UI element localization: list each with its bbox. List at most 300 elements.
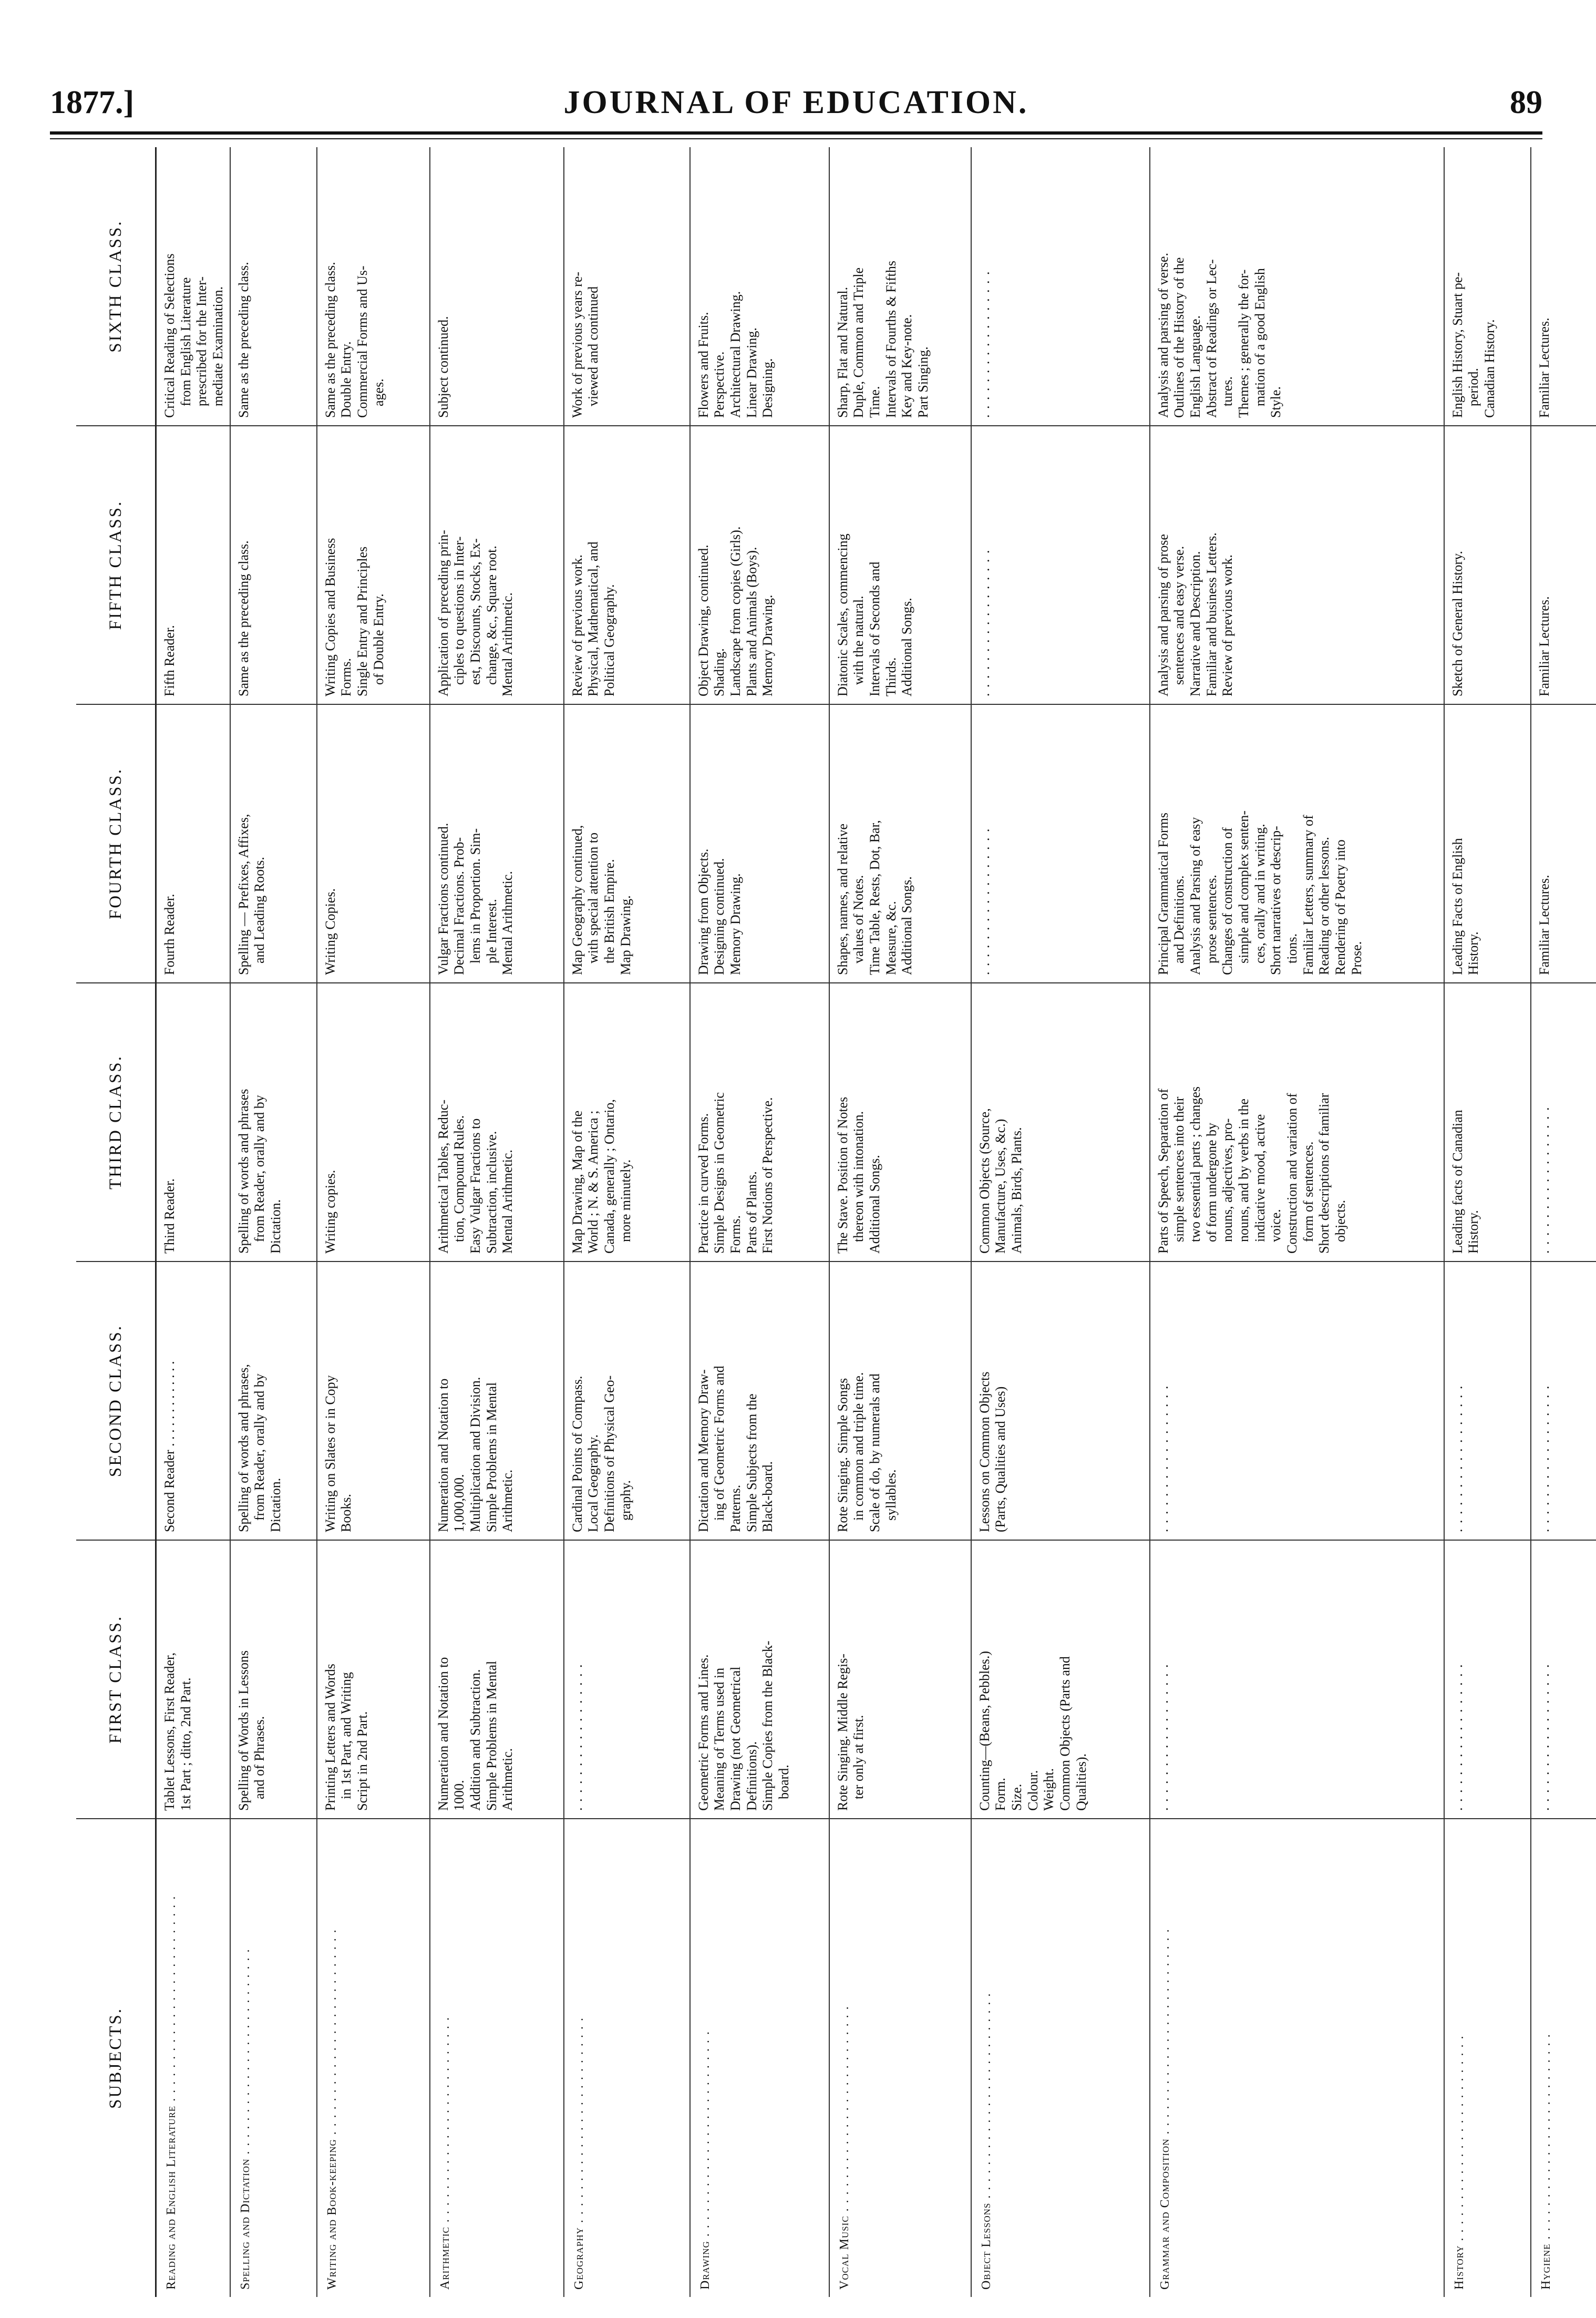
class-cell [971,1540,1150,1819]
subject-cell [971,1819,1150,2297]
cell-line: Writing Copies and Business [322,538,338,696]
cell-line: mediate Examination. [210,286,226,406]
cell-line: History. [1466,931,1481,975]
header-year: 1877.] [50,85,135,120]
class-cell [564,1540,690,1819]
cell-line: Parts of Speech, Separation of [1155,1088,1171,1254]
cell-line: Familiar Lectures. [1536,317,1552,418]
cell-line: Size. [1009,1783,1025,1811]
cell-line: Same as the preceding class. [322,262,338,418]
cell-line: Familiar Lectures. [1536,875,1552,975]
cell-line: Writing Copies. [322,888,338,975]
class-cell [317,983,430,1261]
class-cell [564,1261,690,1540]
cell-line: English Language. [1188,315,1203,418]
cell-line: Qualities). [1073,1753,1089,1811]
cell-line: Simple Copies from the Black- [760,1640,776,1811]
cell-line: Common Objects (Source, [976,1108,992,1254]
cell-line: Arithmetical Tables, Reduc- [435,1100,451,1254]
cell-line: Analysis and Parsing of easy [1188,817,1203,975]
cell-line: Dictation. [268,1199,284,1254]
cell-line: Patterns. [728,1484,744,1532]
page-number: 89 [1510,85,1542,120]
cell-line: Definitions). [744,1741,759,1811]
cell-line: Additional Songs. [867,1155,883,1254]
class-cell [317,1261,430,1540]
cell-line: Drawing from Objects. [695,848,711,975]
header-rule-thin [50,138,1542,139]
class-cell [971,704,1150,983]
cell-line: from Reader, orally and by [252,1373,267,1521]
subject-label: Geography . . . [572,2017,586,2290]
cell-line: Review of previous work. [1220,554,1235,696]
class-cell [690,704,829,983]
class-cell [1444,704,1531,983]
cell-line: Linear Drawing. [744,327,759,418]
cell-line: Abstract of Readings or Lec- [1203,259,1219,418]
class-cell [230,147,317,426]
class-cell [829,147,971,426]
cell-line: Practice in curved Forms. [695,1113,711,1254]
cell-line: the British Empire. [602,859,617,963]
subject-cell [1531,1819,1596,2297]
column-header: FIFTH CLASS. [76,426,156,704]
class-cell [230,1261,317,1540]
table-row [230,147,317,2297]
class-cell [829,426,971,704]
cell-line: thereon with intonation. [851,1111,867,1242]
cell-line: Leading facts of Canadian [1449,1110,1465,1254]
cell-line: Writing copies. [322,1170,338,1254]
cell-line: Single Entry and Principles [355,546,370,696]
cell-line: Landscape from copies (Girls). [728,526,744,696]
subject-label: Grammar and Composition . . . [1158,1929,1172,2290]
cell-line: est, Discounts, Stocks, Ex- [468,538,483,685]
cell-line: Simple Problems in Mental [483,1660,499,1811]
cell-line: Fourth Reader. [162,894,177,975]
class-cell [1531,426,1596,704]
class-cell [971,983,1150,1261]
cell-line: Arithmetic. [500,1469,516,1532]
cell-line: form of sentences. [1300,1141,1316,1242]
cell-line: Numeration and Notation to [435,1378,451,1532]
cell-line: ter only at first. [851,1715,867,1799]
cell-line: Measure, &c. [883,901,899,975]
class-cell [317,426,430,704]
subject-cell [230,1819,317,2297]
cell-line: Work of previous years re- [569,271,585,418]
subject-label: Vocal Music . . . [838,2005,851,2290]
cell-line: Commercial Forms and Us- [355,265,370,418]
table-row [1531,147,1596,2297]
cell-line: Vulgar Fractions continued. [435,823,451,975]
cell-line: Time. [867,386,883,418]
subject-cell [690,1819,829,2297]
journal-title: JOURNAL OF EDUCATION. [563,85,1029,120]
cell-line: Meaning of Terms used in [712,1667,727,1811]
cell-line: Common Objects (Parts and [1057,1656,1073,1811]
class-cell [430,983,564,1261]
cell-line: board. [776,1765,792,1799]
cell-line: 1st Part ; ditto, 2nd Part. [178,1677,193,1811]
cell-line: period. [1466,368,1481,406]
cell-line: Familiar Lectures. [1536,596,1552,696]
cell-line: Books. [338,1494,354,1532]
cell-line: lems in Proportion. Sim- [468,828,483,963]
cell-line: Black-board. [760,1461,776,1532]
cell-line: Outlines of the History of the [1171,257,1187,418]
cell-line: Additional Songs. [899,876,915,975]
cell-line: Sharp, Flat and Natural. [835,286,850,418]
subject-cell [317,1819,430,2297]
cell-line: 1,000,000. [451,1474,467,1532]
cell-line: Simple Designs in Geometric [712,1092,727,1254]
cell-line: Critical Reading of Selections [162,253,177,418]
cell-line: simple and complex senten- [1236,811,1252,963]
table-row [971,147,1150,2297]
class-cell [971,147,1150,426]
cell-line: and Definitions. [1171,875,1187,963]
class-cell [1444,1261,1531,1540]
class-cell [971,1261,1150,1540]
cell-line: tures. [1220,376,1235,406]
cell-line: Geometric Forms and Lines. [695,1654,711,1811]
cell-line: Rote Singing. Middle Regis- [835,1654,850,1811]
cell-line: Spelling of words and phrases [235,1089,251,1254]
cell-line: from English Literature [178,277,193,406]
class-cell [971,426,1150,704]
cell-line: Style. [1268,386,1284,418]
class-cell [564,983,690,1261]
cell-line: Tablet Lessons, First Reader, [162,1652,177,1811]
cell-line: Narrative and Description. [1188,551,1203,696]
class-cell [430,147,564,426]
class-cell [1150,704,1444,983]
class-cell [829,1540,971,1819]
cell-line: prose sentences. [1203,875,1219,963]
subject-cell [829,1819,971,2297]
cell-line: Prose. [1348,941,1364,975]
class-cell [1531,1261,1596,1540]
cell-line: sentences and easy verse. [1171,546,1187,685]
cell-line: Forms. [338,658,354,696]
cell-line: Manufacture, Uses, &c.) [993,1119,1008,1254]
subject-cell [156,1819,230,2297]
cell-line: Writing on Slates or in Copy [322,1375,338,1532]
cell-line: Canadian History. [1482,319,1498,418]
subject-label: History . . . [1453,2035,1466,2290]
cell-line: in 1st Part, and Writing [338,1672,354,1799]
cell-line: Map Geography continued, [569,825,585,975]
cell-line: ciples to questions in Inter- [451,536,467,685]
cell-line: Plants and Animals (Boys). [744,547,759,696]
cell-line: Themes ; generally the for- [1236,269,1252,418]
cell-line: voice. [1268,1209,1284,1242]
cell-line: Drawing (not Geometrical [728,1666,744,1811]
cell-line: First Notions of Perspective. [760,1097,776,1254]
table-row [317,147,430,2297]
table-row [430,147,564,2297]
cell-line: Weight. [1041,1768,1057,1811]
cell-line: two essential parts ; changes [1188,1086,1203,1242]
cell-line: Memory Drawing. [728,873,744,975]
class-cell [230,704,317,983]
class-cell [1531,983,1596,1261]
cell-line: Dictation. [268,1478,284,1532]
cell-line: Parts of Plants. [744,1171,759,1254]
subject-label: Writing and Book-keeping . . . [325,1929,339,2290]
cell-line: History. [1466,1210,1481,1254]
cell-line: objects. [1333,1199,1348,1242]
cell-line: Multiplication and Division. [468,1377,483,1532]
class-cell [317,1540,430,1819]
cell-line: ple Interest. [483,899,499,963]
cell-line: (Parts, Qualities and Uses) [993,1386,1008,1532]
cell-line: Object Drawing, continued. [695,545,711,696]
header-row [76,147,156,2297]
class-cell [1531,704,1596,983]
cell-line: more minutely. [617,1159,633,1242]
table-body [156,147,1596,2297]
subject-label: Object Lessons . . . [980,1993,993,2290]
syllabus-table [76,147,1596,2297]
class-cell [1150,1261,1444,1540]
cell-line: Time Table, Rests, Dot, Bar, [867,820,883,975]
cell-line: Rendering of Poetry into [1333,839,1348,975]
cell-line: Same as the preceding class. [235,540,251,696]
cell-line: prescribed for the Inter- [194,276,210,406]
cell-line: Fifth Reader. [162,625,177,696]
subject-label: Hygiene . . . [1539,2033,1553,2290]
cell-line: Flowers and Fruits. [695,312,711,418]
class-cell [1444,983,1531,1261]
cell-line: Map Drawing. [617,895,633,975]
cell-line: Shapes, names, and relative [835,823,850,975]
cell-line: Spelling — Prefixes, Affixes, [235,814,251,975]
cell-line: Local Geography. [585,1434,601,1532]
class-cell [690,147,829,426]
column-header: SECOND CLASS. [76,1261,156,1540]
header-rule-thick [50,131,1542,135]
cell-line: of form undergone by [1203,1123,1219,1242]
class-cell [1444,147,1531,426]
cell-line: The Stave. Position of Notes [835,1096,850,1254]
cell-line: syllables. [883,1469,899,1521]
class-cell [156,983,230,1261]
cell-line: viewed and continued [585,286,601,406]
class-cell [230,983,317,1261]
cell-line: Map Drawing, Map of the [569,1110,585,1254]
cell-line: ces, orally and in writing. [1252,824,1268,963]
cell-line: graphy. [617,1480,633,1521]
class-cell [430,1540,564,1819]
column-header: THIRD CLASS. [76,983,156,1261]
cell-line: Double Entry. [338,341,354,418]
cell-line: indicative mood, active [1252,1114,1268,1242]
cell-line: with the natural. [851,596,867,685]
cell-line: with special attention to [585,832,601,963]
cell-line: Same as the preceding class. [235,262,251,418]
cell-line: Counting—(Beans, Pebbles.) [976,1650,992,1811]
cell-line: of Double Entry. [370,593,386,685]
cell-line: Script in 2nd Part. [355,1711,370,1811]
cell-line: Dictation and Memory Draw- [695,1369,711,1532]
cell-line: Analysis and parsing of verse. [1155,252,1171,418]
cell-line: 1000. [451,1780,467,1811]
cell-line: Simple Problems in Mental [483,1382,499,1532]
cell-line: Additional Songs. [899,598,915,696]
cell-line: tion, Compound Rules. [451,1115,467,1242]
class-cell [564,704,690,983]
subject-cell [1150,1819,1444,2297]
table-row [1444,147,1531,2297]
cell-line: English History, Stuart pe- [1449,272,1465,418]
cell-line: Short descriptions of familiar [1316,1093,1332,1254]
cell-line: nouns, and by verbs in the [1236,1099,1252,1242]
class-cell [317,147,430,426]
subject-label: Arithmetic . . . [438,2016,452,2290]
cell-line: Addition and Subtraction. [468,1669,483,1811]
subject-label: Spelling and Dictation . . . [239,1948,252,2290]
cell-line: Duple, Common and Triple [851,267,867,418]
subject-label: Drawing . . . [698,2030,712,2290]
class-cell [430,704,564,983]
cell-line: World ; N. & S. America ; [585,1110,601,1254]
cell-line: Memory Drawing. [760,594,776,696]
class-cell [230,1540,317,1819]
class-cell [829,704,971,983]
class-cell [829,983,971,1261]
class-cell [156,704,230,983]
class-cell [156,426,230,704]
subject-label: Reading and English Literature . . . [164,1895,178,2290]
cell-line: Mental Arithmetic. [500,1150,516,1254]
class-cell [690,1261,829,1540]
cell-line: Subject continued. [435,316,451,418]
cell-line: Forms. [728,1215,744,1254]
cell-line: Leading Facts of English [1449,838,1465,975]
column-header: FOURTH CLASS. [76,704,156,983]
column-header: SIXTH CLASS. [76,147,156,426]
class-cell [156,147,230,426]
cell-line: Architectural Drawing. [728,291,744,418]
class-cell [156,1261,230,1540]
cell-line: Decimal Fractions. Prob- [451,837,467,975]
class-cell [430,426,564,704]
column-header: SUBJECTS. [76,1819,156,2297]
cell-line: Easy Vulgar Fractions to [468,1118,483,1254]
class-cell [156,1540,230,1819]
subject-cell [430,1819,564,2297]
cell-line: Physical, Mathematical, and [585,541,601,696]
cell-line: Shading. [712,648,727,696]
cell-line: in common and triple time. [851,1372,867,1521]
cell-line: Sketch of General History. [1449,550,1465,696]
cell-line: Definitions of Physical Geo- [602,1375,617,1532]
cell-line: Numeration and Notation to [435,1657,451,1811]
cell-line: Analysis and parsing of prose [1155,534,1171,696]
cell-line: Review of previous work. [569,554,585,696]
cell-line: Designing continued. [712,858,727,975]
cell-line: mation of a good English [1252,268,1268,406]
cell-line: Key and Key-note. [899,314,915,418]
class-cell [1444,426,1531,704]
class-cell [1150,147,1444,426]
cell-line: Familiar and business Letters. [1203,532,1219,696]
class-cell [829,1261,971,1540]
cell-line: and of Phrases. [252,1716,267,1799]
cell-line: ing of Geometric Forms and [712,1366,727,1521]
class-cell [1531,1540,1596,1819]
table-row [156,147,230,2297]
class-cell [564,147,690,426]
cell-line: values of Notes. [851,875,867,963]
cell-line: Arithmetic. [500,1748,516,1811]
cell-line: and Leading Roots. [252,857,267,963]
subject-cell [1444,1819,1531,2297]
cell-line: change, &c., Square root. [483,546,499,685]
cell-line: Canada, generally ; Ontario, [602,1099,617,1254]
cell-line: nouns, adjectives, pro- [1220,1118,1235,1242]
cell-line: Perspective. [712,351,727,418]
class-cell [690,1540,829,1819]
table-row [829,147,971,2297]
cell-line: Subtraction, inclusive. [483,1131,499,1254]
cell-line: Intervals of Seconds and [867,561,883,696]
cell-line: ages. [370,378,386,406]
cell-line: Third Reader. [162,1178,177,1254]
class-cell [690,426,829,704]
cell-line: Form. [993,1778,1008,1811]
cell-line: Intervals of Fourths & Fifths [883,261,899,418]
cell-line: from Reader, orally and by [252,1095,267,1242]
cell-line: Simple Subjects from the [744,1393,759,1532]
cell-line: Thirds. [883,657,899,696]
cell-line: Cardinal Points of Compass. [569,1376,585,1532]
cell-line: Familiar Letters, summary of [1300,815,1316,975]
cell-line: Political Geography. [602,584,617,696]
class-cell [1150,983,1444,1261]
cell-line: Printing Letters and Words [322,1664,338,1811]
class-cell [1150,1540,1444,1819]
rotated-table-container [76,147,1553,2297]
class-cell [230,426,317,704]
cell-line: Lessons on Common Objects [976,1371,992,1532]
table-row [690,147,829,2297]
page-header [50,79,1542,126]
subject-cell [564,1819,690,2297]
column-header: FIRST CLASS. [76,1540,156,1819]
cell-line: Principal Grammatical Forms [1155,812,1171,975]
cell-line: Scale of do, by numerals and [867,1373,883,1532]
cell-line: Spelling of Words in Lessons [235,1650,251,1811]
cell-line: Diatonic Scales, commencing [835,534,850,696]
cell-line: Second Reader . . . . . . . . . . . . . [162,1361,177,1532]
class-cell [1444,1540,1531,1819]
cell-line: Reading or other lessons. [1316,837,1332,975]
cell-line: Mental Arithmetic. [500,871,516,975]
cell-line: Rote Singing. Simple Songs [835,1378,850,1532]
cell-line: Application of preceding prin- [435,530,451,696]
table-row [1150,147,1444,2297]
cell-line: Animals, Birds, Plants. [1009,1127,1025,1254]
cell-line: simple sentences into their [1171,1096,1187,1242]
cell-line: Mental Arithmetic. [500,592,516,696]
class-cell [430,1261,564,1540]
cell-line: Changes of construction of [1220,827,1235,975]
cell-line: Designing. [760,358,776,418]
cell-line: Part Singing. [915,346,931,418]
